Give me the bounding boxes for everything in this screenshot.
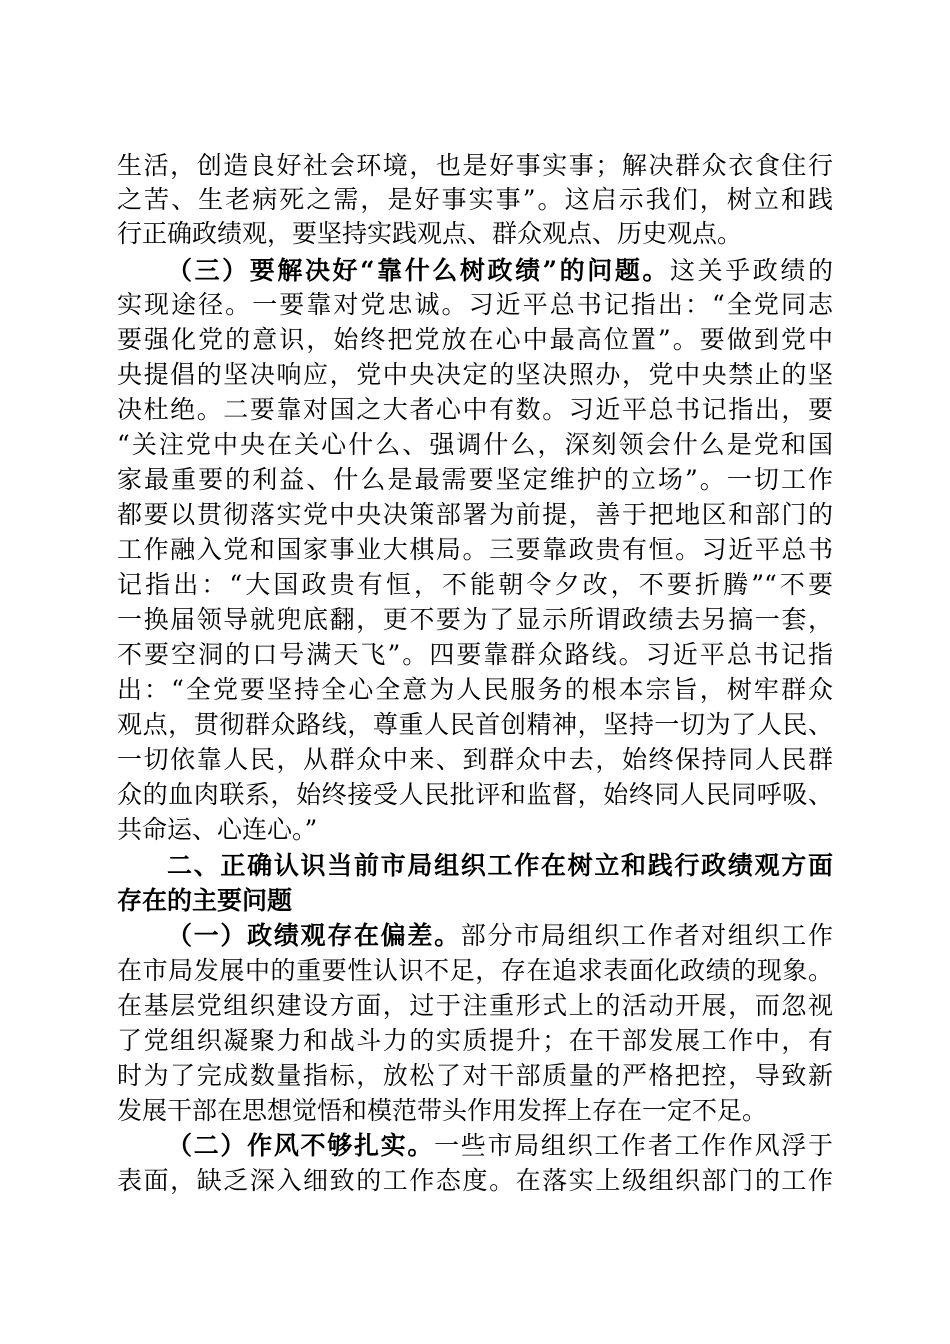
text-line: 决杜绝。二要靠对国之大者心中有数。习近平总书记指出，要 bbox=[117, 395, 833, 424]
text-line: 行正确政绩观，要坚持实践观点、群众观点、历史观点。 bbox=[117, 219, 743, 248]
subheading-two: （二）作风不够扎实。 bbox=[167, 1131, 435, 1160]
text-span: 这关乎政绩的 bbox=[670, 256, 833, 285]
text-line: 共命运、心连心。” bbox=[117, 815, 318, 844]
text-line: 时为了完成数量指标，放松了对干部质量的严格把控，导致新 bbox=[117, 1061, 833, 1090]
section-heading: 二、正确认识当前市局组织工作在树立和践行政绩观方面 bbox=[167, 851, 833, 880]
text-line: 家最重要的利益、什么是最需要坚定维护的立场”。一切工作 bbox=[117, 465, 833, 494]
subheading-three: （三）要解决好“靠什么树政绩”的问题。 bbox=[167, 256, 671, 285]
text-line: 一切依靠人民，从群众中来、到群众中去，始终保持同人民群 bbox=[117, 745, 833, 774]
section-heading-continued: 存在的主要问题 bbox=[117, 886, 293, 915]
text-line: 央提倡的坚决响应，党中央决定的坚决照办，党中央禁止的坚 bbox=[117, 360, 833, 389]
text-line: “关注党中央在关心什么、强调什么，深刻领会什么是党和国 bbox=[117, 430, 833, 459]
paragraph-one-first-line bbox=[167, 916, 833, 956]
text-line: 在市局发展中的重要性认识不足，存在追求表面化政绩的现象。 bbox=[117, 956, 833, 985]
text-span: 一些市局组织工作者工作作风浮于 bbox=[434, 1131, 833, 1160]
text-line: 不要空洞的口号满天飞”。四要靠群众路线。习近平总书记指 bbox=[117, 640, 833, 669]
text-line: 众的血肉联系，始终接受人民批评和监督，始终同人民同呼吸、 bbox=[117, 780, 833, 809]
subheading-one: （一）政绩观存在偏差。 bbox=[167, 921, 461, 950]
text-line: 工作融入党和国家事业大棋局。三要靠政贵有恒。习近平总书 bbox=[117, 535, 833, 564]
text-span: 部分市局组织工作者对组织工作 bbox=[460, 921, 833, 950]
text-line: 要强化党的意识，始终把党放在心中最高位置”。要做到党中 bbox=[117, 325, 833, 354]
paragraph-two-first-line bbox=[167, 1126, 833, 1166]
text-line: 观点，贯彻群众路线，尊重人民首创精神，坚持一切为了人民、 bbox=[117, 710, 833, 739]
text-line: 了党组织凝聚力和战斗力的实质提升；在干部发展工作中，有 bbox=[117, 1026, 833, 1055]
text-line: 在基层党组织建设方面，过于注重形式上的活动开展，而忽视 bbox=[117, 991, 833, 1020]
text-line: 发展干部在思想觉悟和模范带头作用发挥上存在一定不足。 bbox=[117, 1096, 768, 1125]
text-line: 实现途径。一要靠对党忠诚。习近平总书记指出：“全党同志 bbox=[117, 290, 833, 319]
text-line: 生活，创造良好社会环境，也是好事实事；解决群众衣食住行 bbox=[117, 151, 833, 180]
text-line: 一换届领导就兜底翻，更不要为了显示所谓政绩去另搞一套， bbox=[117, 605, 833, 634]
text-line: 表面，缺乏深入细致的工作态度。在落实上级组织部门的工作 bbox=[117, 1166, 833, 1195]
text-line: 都要以贯彻落实党中央决策部署为前提，善于把地区和部门的 bbox=[117, 500, 833, 529]
text-line: 之苦、生老病死之需，是好事实事”。这启示我们，树立和践 bbox=[117, 185, 833, 214]
text-line: 出：“全党要坚持全心全意为人民服务的根本宗旨，树牢群众 bbox=[117, 675, 833, 704]
text-line: 记指出：“大国政贵有恒，不能朝令夕改，不要折腾”“不要 bbox=[117, 570, 833, 599]
